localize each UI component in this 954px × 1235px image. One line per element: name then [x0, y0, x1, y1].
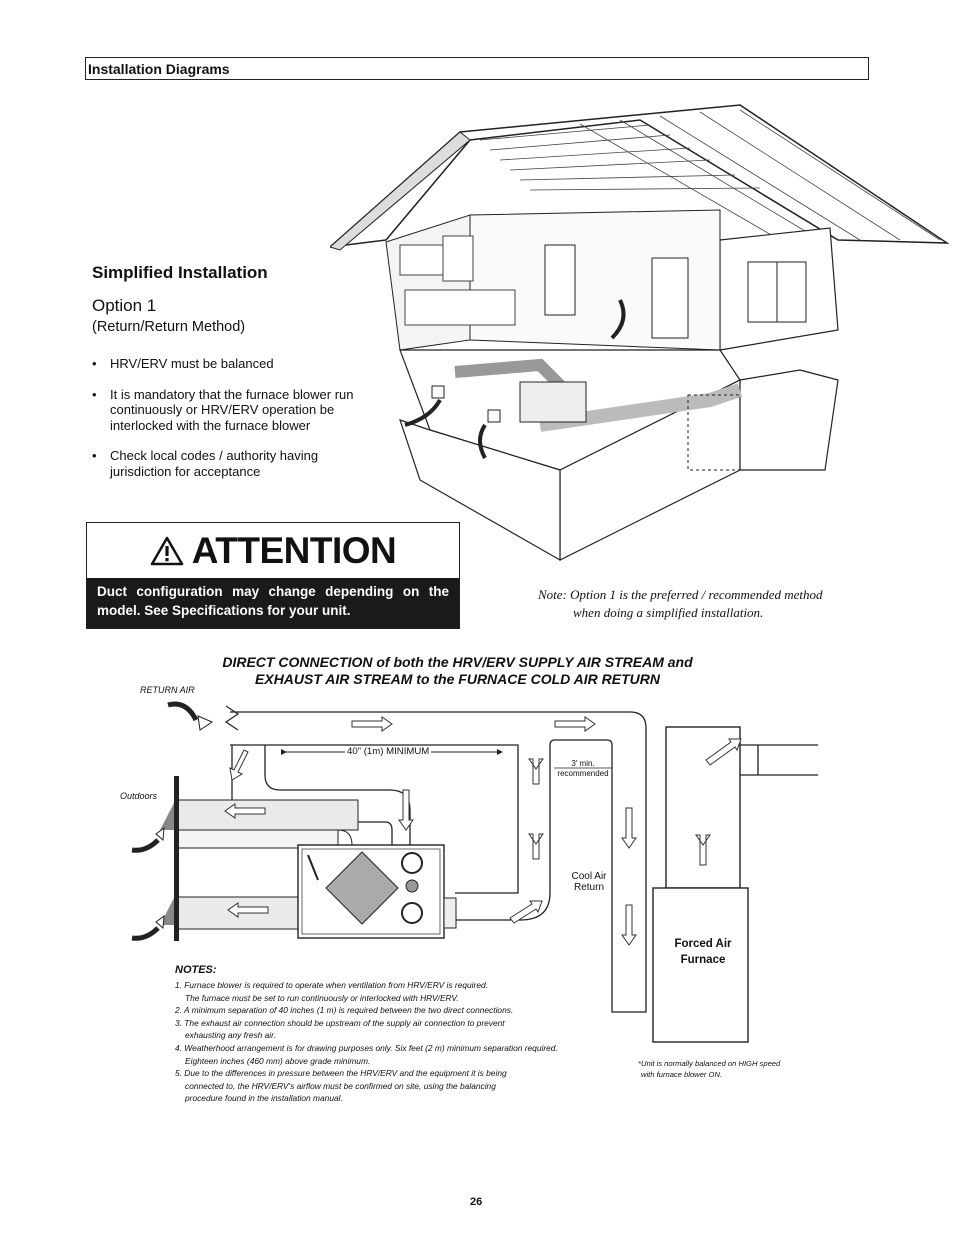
diagram-title-line: EXHAUST AIR STREAM to the FURNACE COLD AIR RETURN: [255, 671, 660, 687]
recommended-text: recommended: [557, 768, 609, 778]
notes-heading: NOTES:: [175, 964, 217, 976]
option-note-line: when doing a simplified installation.: [573, 605, 764, 620]
list-item: • HRV/ERV must be balanced: [92, 356, 372, 372]
note-line: exhausting any fresh air.: [185, 1030, 276, 1041]
attention-message: Duct configuration may change depending on the model. See Specifications for your unit.: [87, 578, 459, 628]
furnace-label-line: Furnace: [680, 954, 726, 966]
furnace-label-line: Forced Air: [674, 938, 732, 950]
note-line: 1. Furnace blower is required to operate when ventilation from HRV/ERV is required.: [175, 980, 488, 990]
attention-title: ATTENTION: [191, 529, 397, 571]
cool-air-return-label: [560, 872, 618, 893]
section-title: Installation Diagrams: [85, 57, 869, 80]
note-line: 4. Weatherhood arrangement is for drawing purposes only. Six feet (2 m) minimum separation required.: [175, 1042, 558, 1053]
note-line: 2. A minimum separation of 40 inches (1 m) is required between the two direct connections.: [175, 1005, 514, 1016]
diagram-title-line: DIRECT CONNECTION of both the HRV/ERV SUPPLY AIR STREAM and: [222, 654, 693, 670]
balancing-footnote: [638, 1058, 780, 1080]
requirements-list: [92, 356, 372, 494]
list-item: • Check local codes / authority having jurisdiction for acceptance: [92, 448, 372, 479]
note-line: 5. Due to the differences in pressure between the HRV/ERV and the equipment it is being: [175, 1068, 507, 1079]
notes-list: [175, 979, 625, 1105]
note-line: connected to, the HRV/ERV's airflow must be confirmed on site, using the balancing: [185, 1080, 496, 1091]
footnote-line: *Unit is normally balanced on HIGH speed: [638, 1059, 781, 1068]
option-note: [538, 586, 823, 622]
outdoors-label: Outdoors: [120, 791, 158, 801]
list-item: • It is mandatory that the furnace blower run continuously or HRV/ERV operation be interlocked with the furnace blower: [92, 387, 372, 434]
house-cutaway-illustration: [330, 100, 950, 570]
cool-air-text: Cool Air: [571, 871, 607, 882]
option-label: Option 1: [92, 296, 157, 315]
return-text: Return: [573, 881, 604, 893]
minimum-distance-label: 40" (1m) MINIMUM: [347, 746, 430, 757]
page-number: 26: [470, 1196, 483, 1208]
footnote-line: with furnace blower ON.: [641, 1070, 723, 1079]
simplified-installation-title: Simplified Installation: [92, 263, 268, 282]
attention-box: [86, 522, 460, 629]
min-distance-recommended-label: [552, 759, 614, 778]
note-line: 3. The exhaust air connection should be upstream of the supply air connection to prevent: [175, 1017, 505, 1028]
diagram-title: [150, 654, 765, 688]
option-note-line: Note: Option 1 is the preferred / recommended method: [538, 587, 823, 602]
warning-icon: [150, 536, 184, 566]
attention-header: [87, 523, 459, 578]
method-label: (Return/Return Method): [92, 319, 246, 335]
furnace-label: [658, 936, 748, 968]
return-air-label: RETURN AIR: [140, 685, 195, 695]
note-line: Eighteen inches (460 mm) above grade minimum.: [185, 1055, 371, 1066]
note-line: procedure found in the installation manual.: [185, 1093, 343, 1104]
note-line: The furnace must be set to run continuously or interlocked with HRV/ERV.: [185, 992, 459, 1003]
three-min-text: 3' min.: [571, 759, 595, 768]
